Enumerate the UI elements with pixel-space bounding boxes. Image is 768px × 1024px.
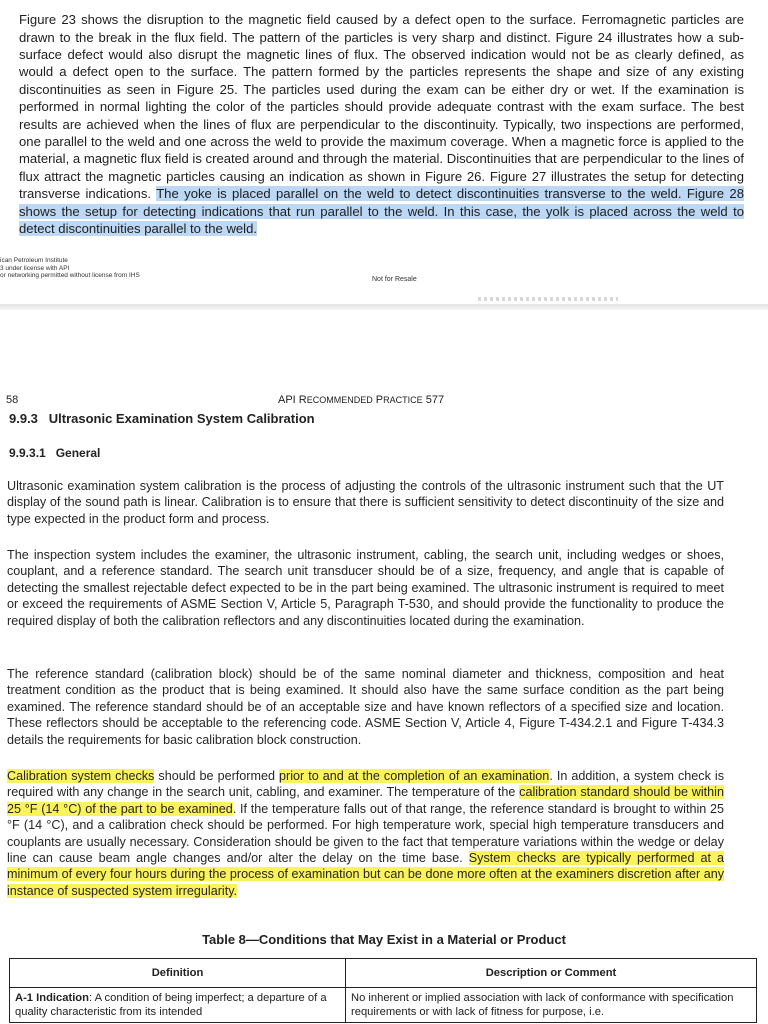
header-part: 577 xyxy=(422,394,445,406)
not-for-resale-label: Not for Resale xyxy=(372,276,417,283)
column-header: Description or Comment xyxy=(346,959,757,988)
column-header: Definition xyxy=(10,959,346,988)
magnetic-particle-paragraph xyxy=(19,11,744,237)
comment-cell: No inherent or implied association with lack of conformance with specification requirements or with lack of fitness for purpose, i.e. xyxy=(346,988,757,1023)
subsection-heading: 9.9.3.1 General xyxy=(9,446,101,460)
running-header xyxy=(278,394,444,406)
definition-cell xyxy=(10,988,346,1023)
selected-text[interactable]: The yoke is placed parallel on the weld to detect discontinuities transverse to the weld. Figure 28 shows the setup for detecting indications that run parallel to the weld. In this case, the yolk is placed across the weld to detect discontinuities parallel to the weld. xyxy=(19,186,744,236)
header-part: RACTICE xyxy=(383,395,423,405)
table-header-row xyxy=(10,959,757,988)
paragraph-reference-standard: The reference standard (calibration block) should be of the same nominal diameter and thickness, composition and heat treatment condition as the product that is being examined. It should also have the same surface condition as the part being examined. The reference standard should be of an acceptable size and have known reflectors of a specified size and location. These reflectors should be acceptable to the referencing code. ASME Section V, Article 4, Figure T-434.2.1 and Figure T-434.3 details the requirements for basic calibration block construction. xyxy=(7,667,724,747)
page-1-fragment xyxy=(0,0,768,300)
footer-line: 3 under license with API xyxy=(0,264,70,272)
text-run: should be performed xyxy=(154,769,280,783)
footer-line: or networking permitted without license from IHS xyxy=(0,272,140,279)
term: A-1 Indication xyxy=(15,992,89,1004)
header-part: API R xyxy=(278,394,307,406)
copyright-footer xyxy=(0,257,140,280)
paragraph-system-checks xyxy=(7,768,724,899)
text-run: . In addition, a system check is required with any change in the search unit, cabling, and examiner. The temperature of the xyxy=(7,769,725,800)
table-title: Table 8—Conditions that May Exist in a Material or Product xyxy=(202,932,566,947)
highlight: calibration standard should be within 25 °F (14 °C) of the part to be examined xyxy=(7,785,724,816)
conditions-table xyxy=(9,958,757,1023)
text-run: . If the temperature falls out of that range, the reference standard is brought to within 25 °F (14 °C), and a calibration check should be performed. For high temperature work, special high temperature transducers and couplants are usually necessary. Consideration should be given to the fact that temperature variations within the wedge or delay line can cause beam angle changes and/or alter the delay on the time base. xyxy=(7,801,724,866)
paragraph-text: Figure 23 shows the disruption to the magnetic field caused by a defect open to the surface. Ferromagnetic particles are drawn to the break in the flux field. The pattern of the particles is very sharp and distinct. Figure 24 illustrates how a sub-surface defect would also disrupt the magnetic lines of flux. The observed indication would not be as clearly defined, as would a defect open to the surface. The pattern formed by the particles represents the shape and size of any existing discontinuities as seen in Figure 25. The particles used during the exam can be either dry or wet. If the examination is performed in normal lighting the color of the particles should provide adequate contrast with the exam surface. The best results are achieved when the lines of flux are perpendicular to the discontinuity. Typically, two inspections are performed, one parallel to the weld and one across the weld to provide the maximum coverage. When a magnetic force is applied to the material, a magnetic flux field is created around and through the material. Discontinuities that are perpendicular to the lines of flux attract the magnetic particles causing an indication as shown in Figure 26. Figure 27 illustrates the setup for detecting transverse indications. xyxy=(19,12,744,202)
header-part: P xyxy=(372,394,384,406)
paragraph-calibration-definition: Ultrasonic examination system calibration is the process of adjusting the controls of the ultrasonic instrument such that the UT display of the sound path is linear. Calibration is to ensure that there is sufficient sensitivity to detect discontinuity of the size and type expected in the product form and process. xyxy=(7,479,724,526)
table-row xyxy=(10,988,757,1023)
highlight: System checks are typically performed at a minimum of every four hours during the process of examination but can be done more often at the examiners discretion after any instance of suspected system irregularity. xyxy=(7,851,725,898)
scan-artifact xyxy=(478,297,618,301)
page-58 xyxy=(0,310,768,1024)
footer-line: ican Petroleum Institute xyxy=(0,257,68,264)
page-number: 58 xyxy=(6,394,19,406)
paragraph-inspection-system: The inspection system includes the examiner, the ultrasonic instrument, cabling, the search unit, including wedges or shoes, couplant, and a reference standard. The search unit transducer should be of a size, frequency, and angle that is capable of detecting the smallest rejectable defect expected to be in the part being examined. The ultrasonic instrument is required to meet or exceed the requirements of ASME Section V, Article 5, Paragraph T-530, and should provide the functionality to produce the required display of both the calibration reflectors and any discontinuities located during the examination. xyxy=(7,548,724,628)
definition-text: : A condition of being imperfect; a departure of a quality characteristic from its intended xyxy=(15,992,327,1018)
highlight: prior to and at the completion of an examination xyxy=(279,769,550,783)
header-part: ECOMMENDED xyxy=(306,395,373,405)
section-heading: 9.9.3 Ultrasonic Examination System Calibration xyxy=(9,411,315,426)
highlight: Calibration system checks xyxy=(7,769,155,783)
